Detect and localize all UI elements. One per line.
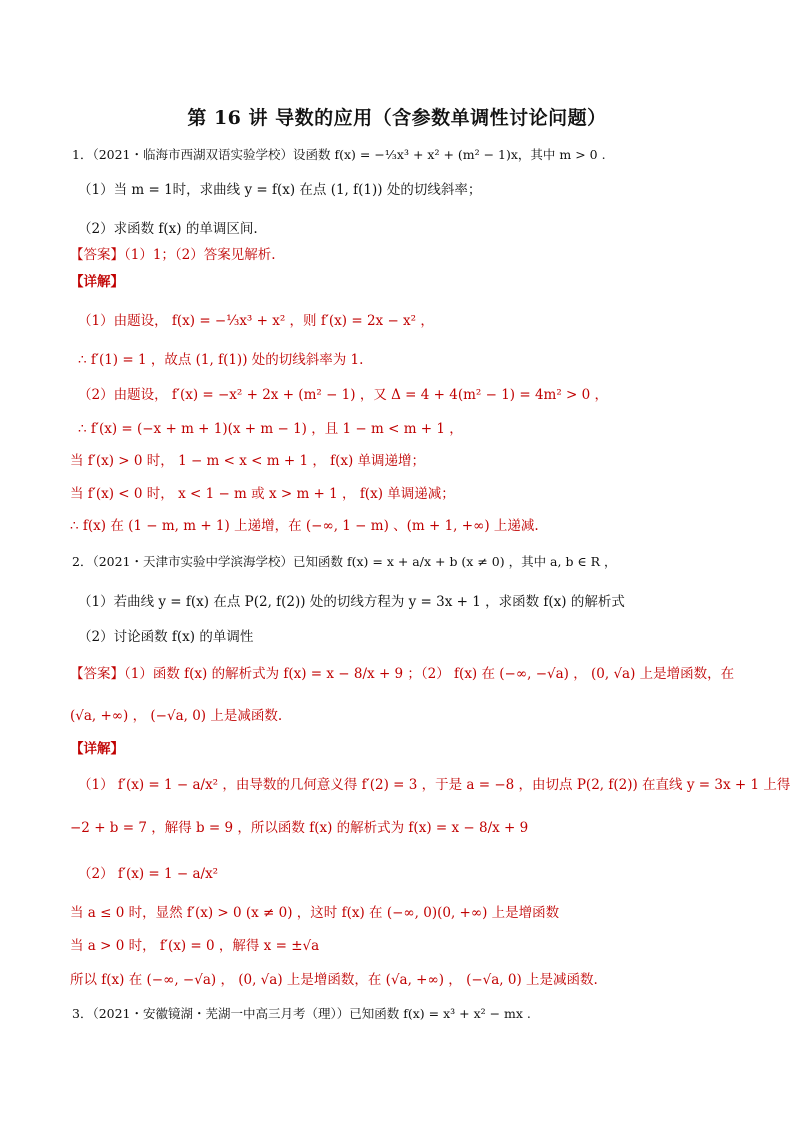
question-2-solution-line-1: （1） f′(x) = 1 − a/x² ，由导数的几何意义得 f′(2) = 3 ，于是 a = −8 ，由切点 P(2, f(2)) 在直线 y = 3x + 1 上得 (78, 777, 791, 793)
question-1-solution-line-7: ∴ f(x) 在 (1 − m, m + 1) 上递增，在 (−∞, 1 − m) 、(m + 1, +∞) 上递减. (70, 518, 539, 534)
question-1-part-1: （1）当 m = 1时，求曲线 y = f(x) 在点 (1, f(1)) 处的切线斜率； (78, 182, 482, 198)
question-1-solution-line-1: （1）由题设， f(x) = −⅓x³ + x² ，则 f′(x) = 2x − x² ， (78, 313, 434, 329)
question-1-solution-line-2: ∴ f′(1) = 1 ，故点 (1, f(1)) 处的切线斜率为 1. (78, 352, 364, 368)
question-2-solution-line-4: 当 a ≤ 0 时，显然 f′(x) > 0 (x ≠ 0) ，这时 f(x) 在 (−∞, 0)(0, +∞) 上是增函数 (70, 905, 560, 921)
question-1-answer: 【答案】（1）1；（2）答案见解析. (70, 247, 276, 263)
question-2-solution-line-5: 当 a > 0 时， f′(x) = 0 ，解得 x = ±√a (70, 938, 320, 954)
question-1-solution-line-6: 当 f′(x) < 0 时， x < 1 − m 或 x > m + 1 ， f(x) 单调递减； (70, 486, 455, 502)
question-2-stem: 2．（2021・天津市实验中学滨海学校）已知函数 f(x) = x + a/x + b (x ≠ 0) ，其中 a, b ∈ R ， (72, 554, 617, 569)
question-3-stem: 3．（2021・安徽镜湖・芜湖一中高三月考（理））已知函数 f(x) = x³ + x² − mx . (72, 1006, 531, 1021)
question-2-solution-heading: 【详解】 (70, 741, 124, 757)
question-2-answer-cont: (√a, +∞) ， (−√a, 0) 上是减函数. (70, 708, 283, 724)
page-title: 第 16 讲 导数的应用（含参数单调性讨论问题） (187, 107, 607, 129)
question-2-solution-line-6: 所以 f(x) 在 (−∞, −√a) ， (0, √a) 上是增函数，在 (√a, +∞) ， (−√a, 0) 上是减函数. (70, 972, 598, 988)
question-2-solution-line-2: −2 + b = 7 ，解得 b = 9 ，所以函数 f(x) 的解析式为 f(x) = x − 8/x + 9 (70, 820, 529, 836)
question-1-solution-line-4: ∴ f′(x) = (−x + m + 1)(x + m − 1) ，且 1 − m < m + 1 ， (78, 421, 463, 437)
question-1-part-2: （2）求函数 f(x) 的单调区间. (78, 221, 258, 237)
question-1-solution-heading: 【详解】 (70, 274, 124, 290)
question-1-solution-line-5: 当 f′(x) > 0 时， 1 − m < x < m + 1 ， f(x) 单调递增； (70, 453, 426, 469)
question-2-solution-line-3: （2） f′(x) = 1 − a/x² (78, 866, 219, 882)
question-2-part-2: （2）讨论函数 f(x) 的单调性 (78, 629, 254, 645)
question-1-stem: 1．（2021・临海市西湖双语实验学校）设函数 f(x) = −⅓x³ + x² + (m² − 1)x，其中 m > 0 . (72, 147, 606, 162)
question-2-answer: 【答案】（1）函数 f(x) 的解析式为 f(x) = x − 8/x + 9 ；（2） f(x) 在 (−∞, −√a) ， (0, √a) 上是增函数，在 (70, 666, 735, 682)
question-2-part-1: （1）若曲线 y = f(x) 在点 P(2, f(2)) 处的切线方程为 y = 3x + 1 ，求函数 f(x) 的解析式 (78, 594, 625, 610)
question-1-solution-line-3: （2）由题设， f′(x) = −x² + 2x + (m² − 1) ，又 Δ = 4 + 4(m² − 1) = 4m² > 0 ， (78, 387, 609, 403)
